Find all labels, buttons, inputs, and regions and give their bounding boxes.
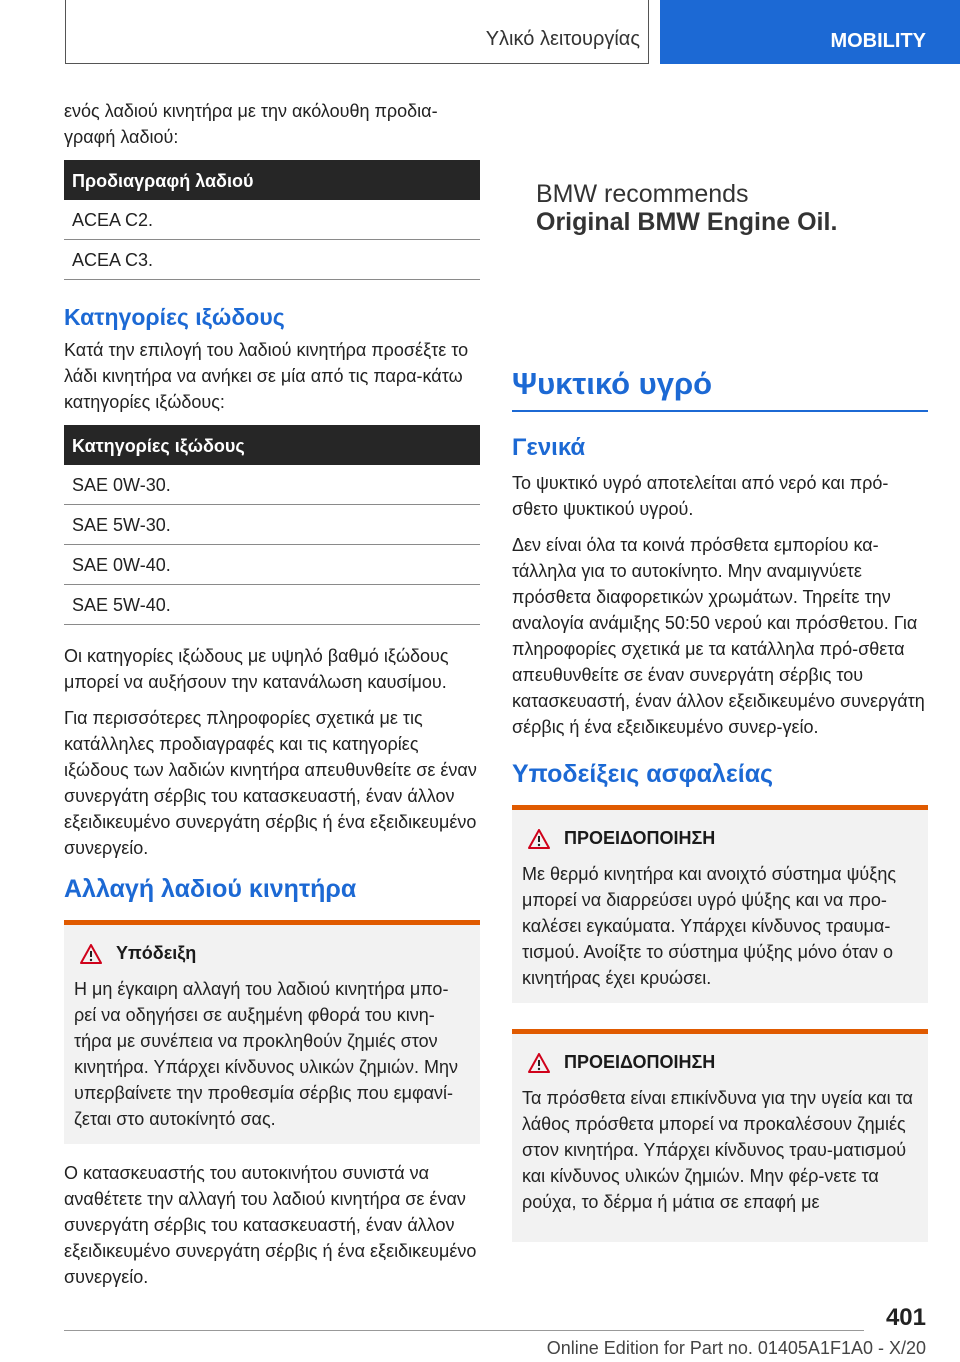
viscosity-table-header: Κατηγορίες ιξώδους <box>64 425 480 465</box>
coolant-warning-1 <box>512 805 928 1003</box>
viscosity-heading: Κατηγορίες ιξώδους <box>64 304 285 330</box>
coolant-heading: Ψυκτικό υγρό <box>512 366 928 412</box>
safety-heading: Υποδείξεις ασφαλείας <box>512 760 774 788</box>
header-tab-mobility[interactable]: MOBILITY <box>660 0 960 64</box>
viscosity-text: Κατά την επιλογή του λαδιού κινητήρα προσέξτε το λάδι κινητήρα να ανήκει σε μία από τις παρα-κάτω κατηγορίες ιξώδους: <box>64 340 469 412</box>
table-row: SAE 0W-30. <box>64 465 480 505</box>
header-section-title: Υλικό λειτουργίας <box>485 28 640 50</box>
coolant-warning-2 <box>512 1029 928 1242</box>
notice-title-row <box>74 943 470 964</box>
general-heading: Γενικά <box>512 434 586 461</box>
notice-title: Υπόδειξη <box>116 943 197 963</box>
general-text-2: Δεν είναι όλα τα κοινά πρόσθετα εμπορίου κα-τάλληλα για το αυτοκίνητο. Μην αναμιγνύετε πρόσθετα διαφορετικών χρωμάτων. Τηρείτε την αναλογία ανάμιξης 50:50 νερού και πρόσθετου. Για πληροφορίες σχετικά με τα κατάλληλα πρό-σθετα απευθυνθείτε σε έναν συνεργάτη σέρβις του κατασκευαστή, έναν άλλον εξειδικευμένο συνεργάτη σέρβις ή ένα εξειδικευμένο συνερ-γείο. <box>512 535 925 737</box>
oil-change-notice <box>64 920 480 1144</box>
general-text-1: Το ψυκτικό υγρό αποτελείται από νερό και πρό-σθετο ψυκτικού υγρού. <box>512 473 889 519</box>
more-info-text: Για περισσότερες πληροφορίες σχετικά με τις κατάλληλες προδιαγραφές και τις κατηγορίες ιξώδους των λαδιών κινητήρα απευθυνθείτε σε έναν συνεργάτη σέρβις του κατασκευαστή, έναν άλλον εξειδικευμένο συνεργάτη σέρβις ή ένα εξειδικευμένο συνεργείο. <box>64 708 477 858</box>
bmw-recommends-text: BMW recommends <box>536 180 749 208</box>
warning-title: ΠΡΟΕΙΔΟΠΟΙΗΣΗ <box>564 828 716 848</box>
intro-text: ενός λαδιού κινητήρα με την ακόλουθη προδια-γραφή λαδιού: <box>64 101 438 147</box>
notice-text: Η μη έγκαιρη αλλαγή του λαδιού κινητήρα μπο-ρεί να οδηγήσει σε αυξημένη φθορά του κινη-τήρα με συνέπεια να προκληθούν ζημιές στον κινητήρα. Υπάρχει κίνδυνος υλικών ζημιών. Μην υπερβαίνετε την προθεσμία σέρβις που εμφανί-ζεται στο αυτοκίνητό σας. <box>74 979 459 1129</box>
table-row: SAE 5W-40. <box>64 585 480 625</box>
warning-text: Τα πρόσθετα είναι επικίνδυνα για την υγεία και τα λάθος πρόσθετα μπορεί να προκαλέσουν ζημιές στον κινητήρα. Υπάρχει κίνδυνος τραυ-ματισμού και κίνδυνος υλικών ζημιών. Μην φέρ-νετε τα ρούχα, το δέρμα ή μάτια σε επαφή με <box>522 1088 913 1212</box>
table-row: ACEA C2. <box>64 200 480 240</box>
right-column <box>512 366 928 1258</box>
manufacturer-recommendation-text: Ο κατασκευαστής του αυτοκινήτου συνιστά να αναθέτετε την αλλαγή του λαδιού κινητήρα σε έναν συνεργάτη σέρβις του κατασκευαστή, έναν άλλον εξειδικευμένο συνεργάτη σέρβις ή ένα εξειδικευμένο συνεργείο. <box>64 1163 477 1287</box>
viscosity-table <box>64 425 480 625</box>
viscosity-consumption-text: Οι κατηγορίες ιξώδους με υψηλό βαθμό ιξώδους μπορεί να αυξήσουν την κατανάλωση καυσίμου. <box>64 646 449 692</box>
warning-title-row <box>522 1052 918 1073</box>
warning-title: ΠΡΟΕΙΔΟΠΟΙΗΣΗ <box>564 1052 716 1072</box>
oil-change-heading: Αλλαγή λαδιού κινητήρα <box>64 875 357 903</box>
bmw-engine-oil-logo <box>512 160 928 300</box>
footer-divider <box>64 1330 864 1331</box>
warning-icon <box>528 1053 550 1073</box>
warning-title-row <box>522 828 918 849</box>
left-column <box>64 98 480 1300</box>
oil-spec-table <box>64 160 480 280</box>
table-row: SAE 5W-30. <box>64 505 480 545</box>
warning-icon <box>80 944 102 964</box>
page-number: 401 <box>885 1304 926 1331</box>
table-row: ACEA C3. <box>64 240 480 280</box>
oil-spec-table-header: Προδιαγραφή λαδιού <box>64 160 480 200</box>
warning-icon <box>528 829 550 849</box>
table-row: SAE 0W-40. <box>64 545 480 585</box>
footer-edition: Online Edition for Part no. 01405A1F1A0 - X/20 <box>546 1338 926 1358</box>
warning-text: Με θερμό κινητήρα και ανοιχτό σύστημα ψύξης μπορεί να διαρρεύσει υγρό ψύξης και να προ-καλέσει εγκαύματα. Υπάρχει κίνδυνος τραυμα-τισμού. Ανοίξτε το σύστημα ψύξης μόνο όταν ο κινητήρας έχει κρυώσει. <box>522 864 897 988</box>
bmw-engine-oil-text: Original BMW Engine Oil. <box>536 208 838 236</box>
